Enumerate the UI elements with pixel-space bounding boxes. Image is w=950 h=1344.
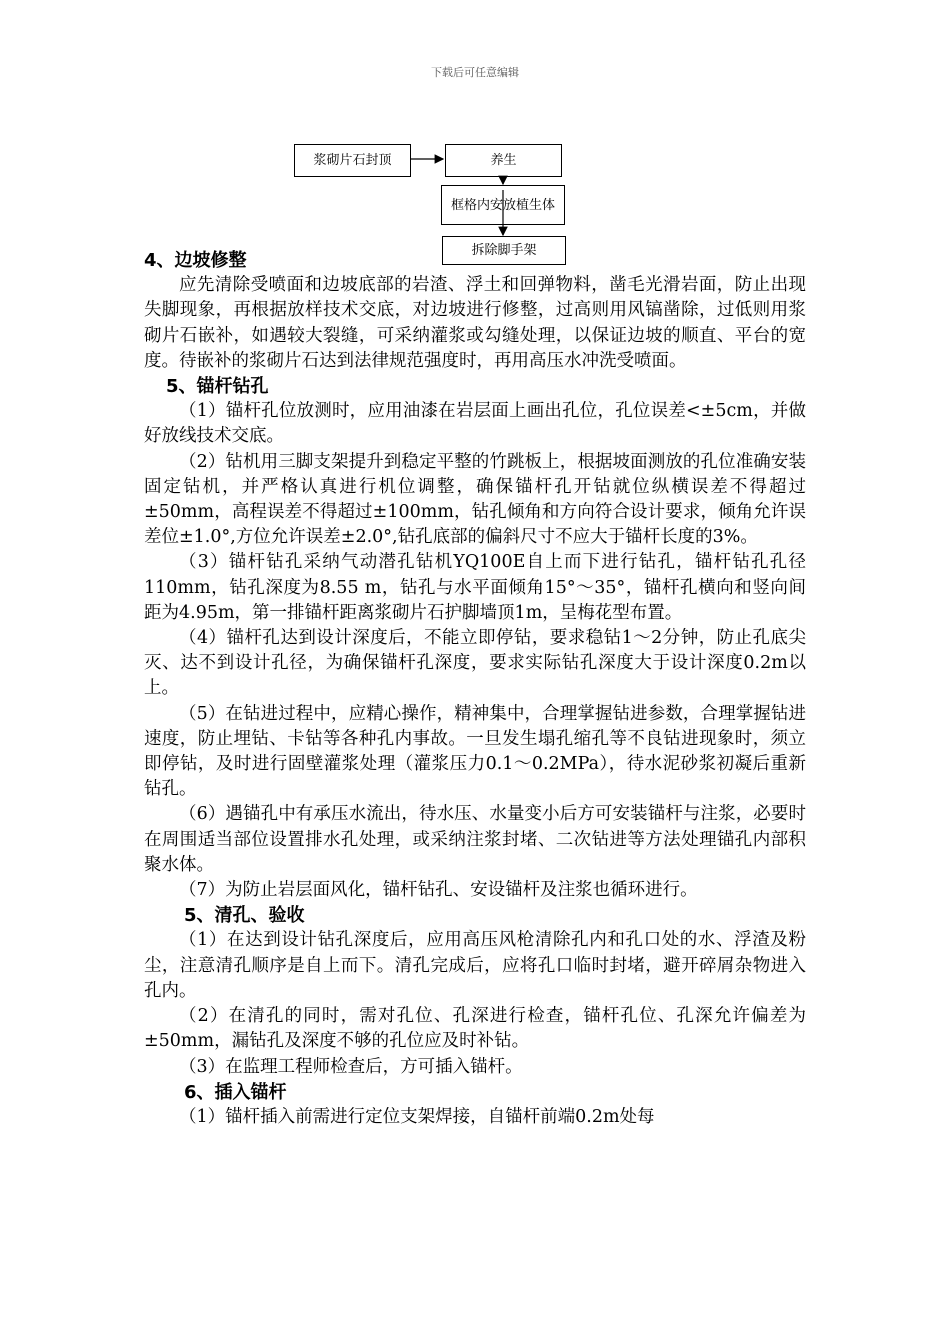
flow-box-label: 养生 [490, 153, 517, 168]
paragraph: （1）锚杆插入前需进行定位支架焊接，自锚杆前端0.2m处每 [179, 1106, 655, 1127]
flow-box-curing [445, 144, 562, 177]
flow-box-label: 框格内安放植生体 [450, 197, 555, 213]
paragraph: （5）在钻进过程中，应精心操作，精神集中，合理掌握钻进参数，合理掌握钻进速度，防止埋钻、卡钻等各种孔内事故。一旦发生塌孔缩孔等不良钻进现象时，须立即停钻，及时进行固壁灌浆处理（灌浆压力0.1～0.2MPa），待水泥砂浆初凝后重新钻孔。 [144, 703, 806, 800]
paragraph: （3）锚杆钻孔采纳气动潜孔钻机YQ100E自上而下进行钻孔，锚杆钻孔孔径110mm，钻孔深度为8.55 m，钻孔与水平面倾角15°～35°，锚杆孔横向和竖向间距为4.95m，第一排锚杆距离浆砌片石护脚墙顶1m，呈梅花型布置。 [144, 552, 806, 623]
paragraph: （1）锚杆孔位放测时，应用油漆在岩层面上画出孔位，孔位误差<±5cm，并做好放线技术交底。 [144, 401, 806, 447]
paragraph: 应先清除受喷面和边坡底部的岩渣、浮土和回弹物料，凿毛光滑岩面，防止出现失脚现象，再根据放样技术交底，对边坡进行修整，过高则用风镐凿除，过低则用浆砌片石嵌补，如遇较大裂缝，可采纳灌浆或勾缝处理，以保证边坡的顺直、平台的宽度。待嵌补的浆砌片石达到法律规范强度时，再用高压水冲洗受喷面。 [144, 275, 806, 371]
section-heading: 5、清孔、验收 [184, 905, 305, 927]
flow-box-label: 浆砌片石封顶 [313, 153, 392, 168]
paragraph: （2）钻机用三脚支架提升到稳定平整的竹跳板上，根据坡面测放的孔位准确安装固定钻机，并严格认真进行机位调整，确保锚杆孔开钻就位纵横误差不得超过±50mm，高程误差不得超过±100mm，钻孔倾角和方向符合设计要求，倾角允许误差位±1.0°,方位允许误差±2.0°,钻孔底部的偏斜尺寸不应大于锚杆长度的3%。 [144, 451, 806, 548]
paragraph: （2）在清孔的同时，需对孔位、孔深进行检查，锚杆孔位、孔深允许偏差为±50mm，漏钻孔及深度不够的孔位应及时补钻。 [144, 1006, 806, 1052]
document-body [144, 248, 806, 1130]
flow-box-plant-placement [441, 185, 565, 225]
flow-box-slurry-stone-cap [294, 144, 411, 177]
paragraph: （4）锚杆孔达到设计深度后，不能立即停钻，要求稳钻1～2分钟，防止孔底尖灭、达不到设计孔径，为确保锚杆孔深度，要求实际钻孔深度大于设计深度0.2m以上。 [144, 628, 806, 699]
flow-box-label: 拆除脚手架 [471, 243, 537, 258]
page-header: 下载后可任意编辑 [431, 66, 519, 79]
paragraph: （3）在监理工程师检查后，方可插入锚杆。 [179, 1056, 523, 1077]
section-heading: 5、锚杆钻孔 [166, 376, 269, 398]
section-heading: 4、边坡修整 [144, 250, 247, 271]
paragraph: （6）遇锚孔中有承压水流出，待水压、水量变小后方可安装锚杆与注浆，必要时在周围适当部位设置排水孔处理，或采纳注浆封堵、二次钻进等方法处理锚孔内部积聚水体。 [144, 804, 806, 875]
section-heading: 6、插入锚杆 [184, 1081, 287, 1103]
paragraph: （7）为防止岩层面风化，锚杆钻孔、安设锚杆及注浆也循环进行。 [179, 880, 698, 901]
paragraph: （1）在达到设计钻孔深度后，应用高压风枪清除孔内和孔口处的水、浮渣及粉尘，注意清孔顺序是自上而下。清孔完成后，应将孔口临时封堵，避开碎屑杂物进入孔内。 [144, 930, 806, 1001]
